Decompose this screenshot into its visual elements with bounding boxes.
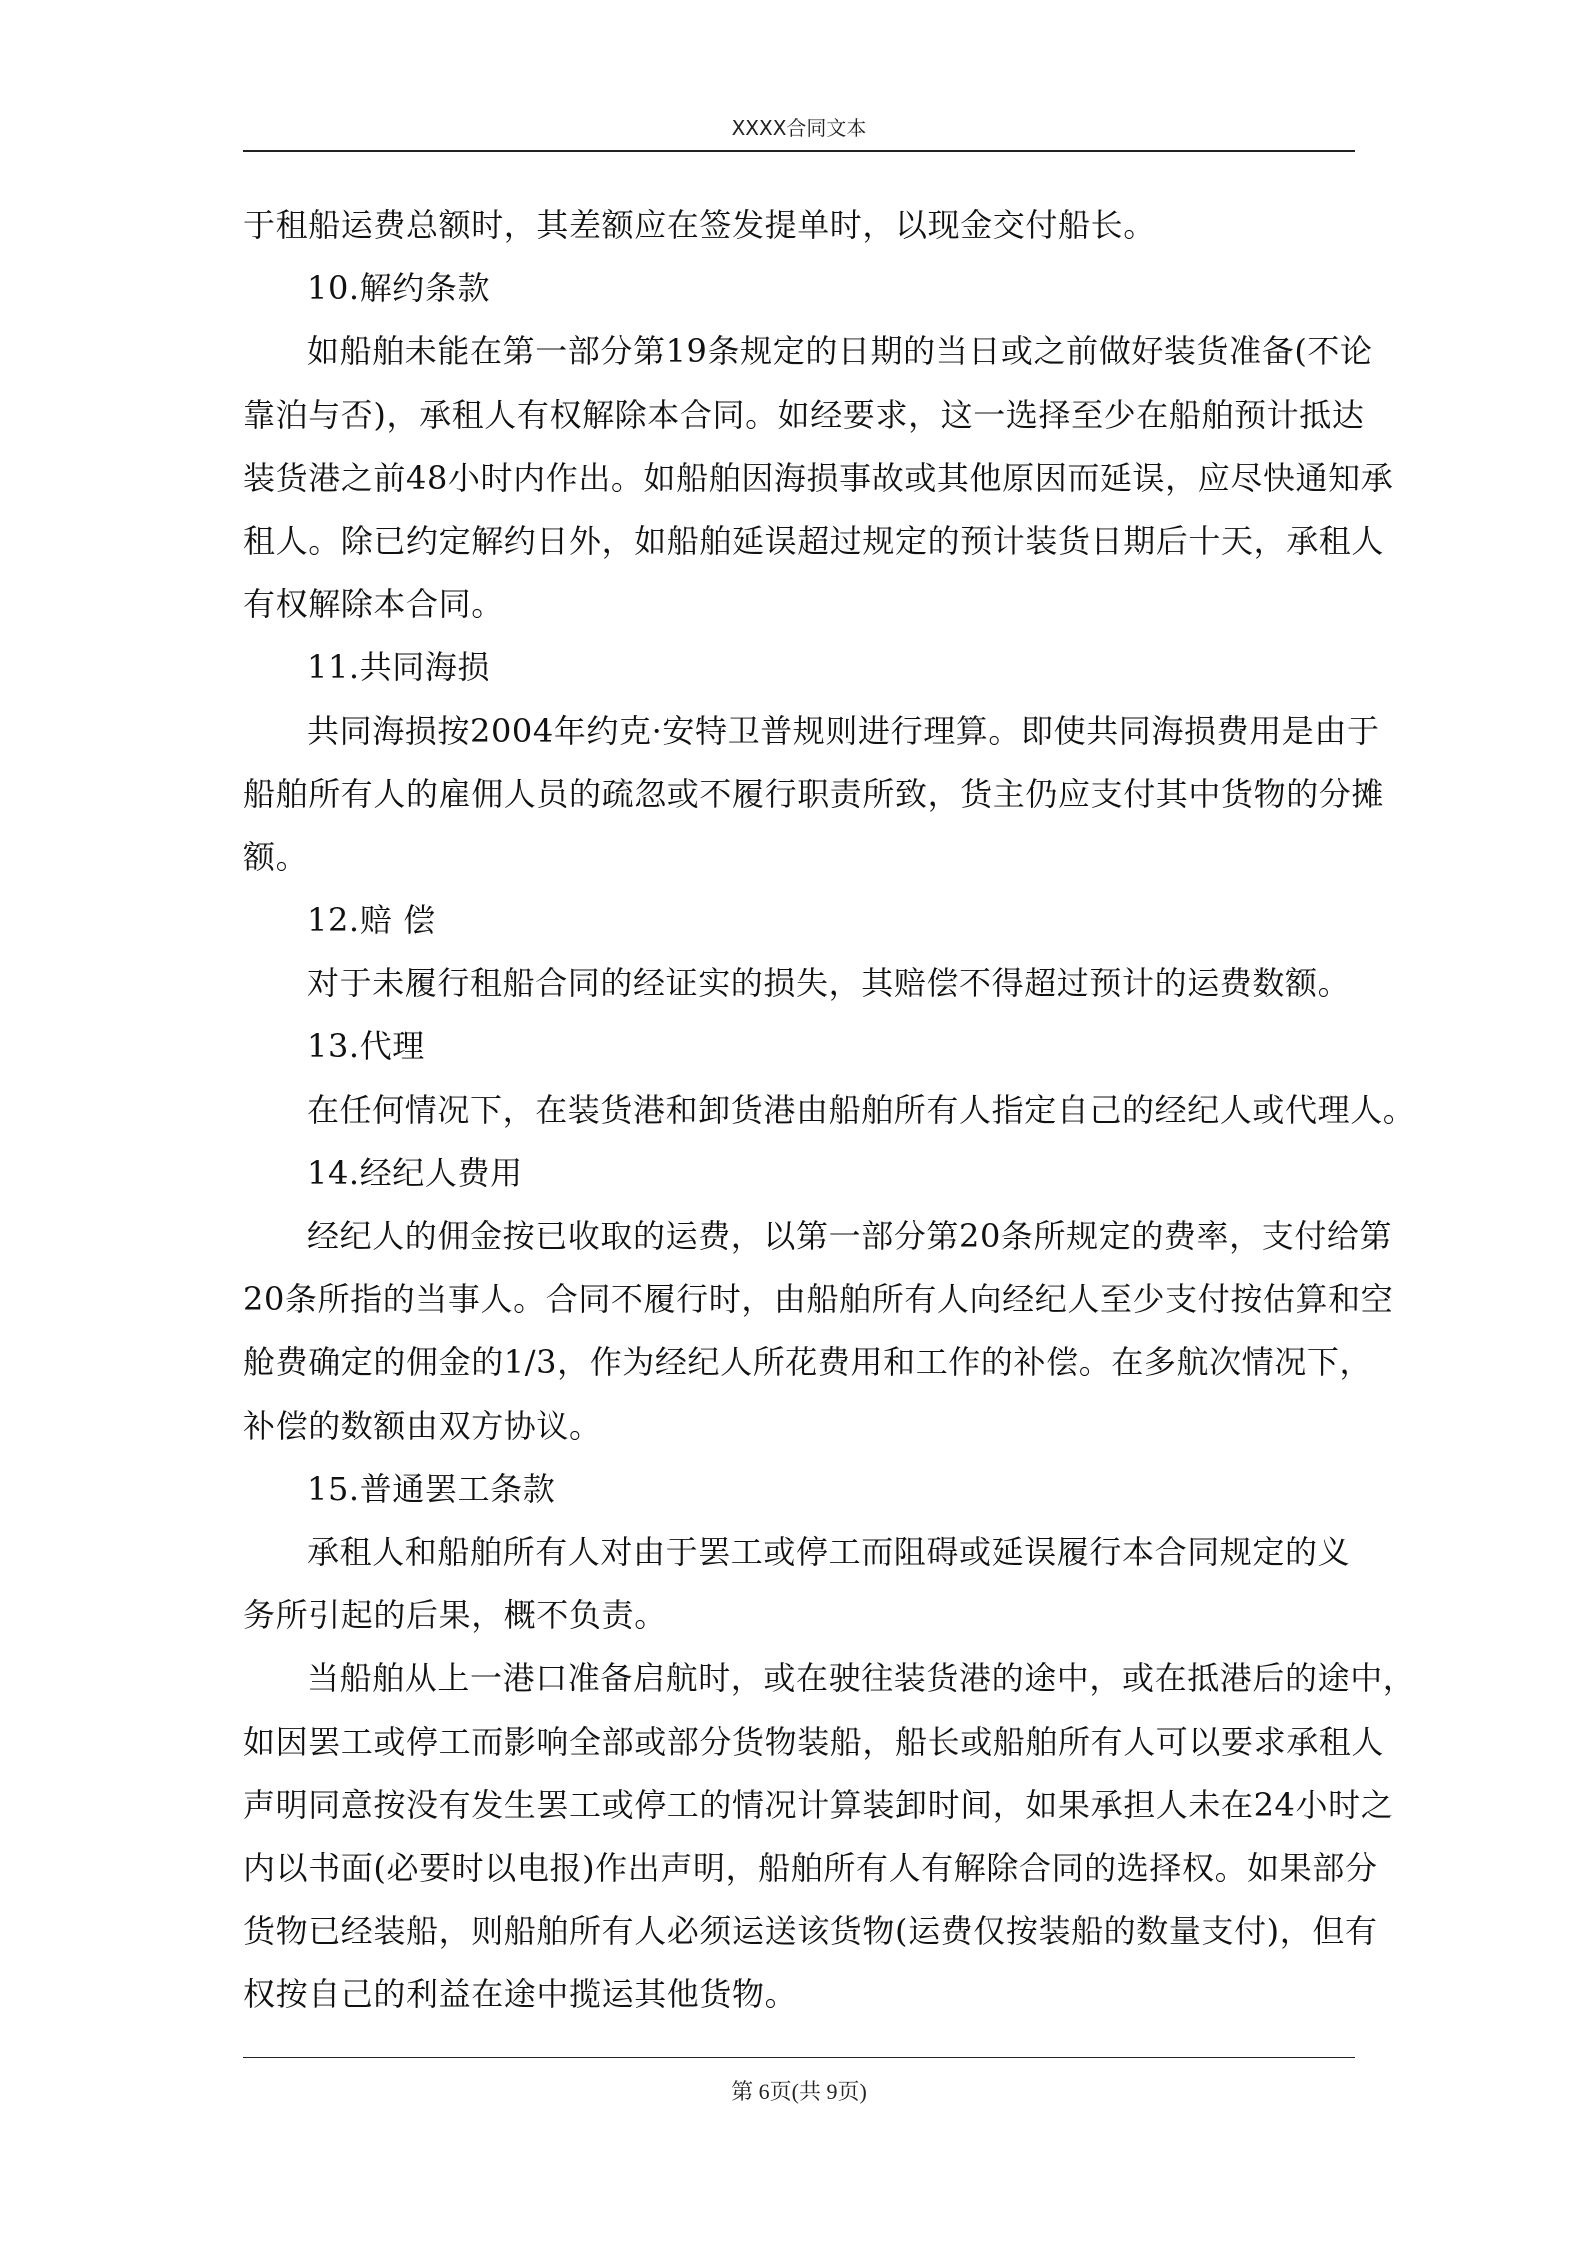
body-line: 租人。除已约定解约日外，如船舶延误超过规定的预计装货日期后十天，承租人 (243, 521, 1385, 560)
body-line: 货物已经装船，则船舶所有人必须运送该货物(运费仅按装船的数量支付)，但有 (243, 1912, 1378, 1951)
body-line: 权按自己的利益在途中揽运其他货物。 (243, 1975, 798, 2014)
body-line: 对于未履行租船合同的经证实的损失，其赔偿不得超过预计的运费数额。 (307, 964, 1351, 1003)
section-heading: 11.共同海损 (307, 648, 491, 687)
body-line: 当船舶从上一港口准备启航时，或在驶往装货港的途中，或在抵港后的途中， (307, 1659, 1416, 1698)
body-line: 内以书面(必要时以电报)作出声明，船舶所有人有解除合同的选择权。如果部分 (243, 1848, 1378, 1887)
section-heading: 13.代理 (307, 1027, 425, 1066)
body-line: 在任何情况下，在装货港和卸货港由船舶所有人指定自己的经纪人或代理人。 (307, 1090, 1416, 1129)
body-line: 务所引起的后果，概不负责。 (243, 1596, 667, 1635)
body-line: 于租船运费总额时，其差额应在签发提单时，以现金交付船长。 (243, 206, 1156, 244)
body-line: 经纪人的佣金按已收取的运费，以第一部分第20条所规定的费率，支付给第 (307, 1217, 1393, 1255)
body-line: 共同海损按2004年约克·安特卫普规则进行理算。即使共同海损费用是由于 (307, 711, 1380, 750)
body-line: 如因罢工或停工而影响全部或部分货物装船，船长或船舶所有人可以要求承租人 (243, 1722, 1385, 1761)
body-line: 20条所指的当事人。合同不履行时，由船舶所有人向经纪人至少支付按估算和空 (243, 1280, 1394, 1319)
body-line: 船舶所有人的雇佣人员的疏忽或不履行职责所致，货主仍应支付其中货物的分摊 (243, 774, 1385, 813)
body-line: 额。 (243, 837, 309, 876)
body-line: 舱费确定的佣金的1/3，作为经纪人所花费用和工作的补偿。在多航次情况下， (243, 1343, 1373, 1382)
section-heading: 14.经纪人费用 (307, 1153, 523, 1192)
document-body (243, 194, 1416, 2026)
header-title: XXXX合同文本 (731, 116, 867, 140)
body-line: 补偿的数额由双方协议。 (243, 1406, 602, 1445)
body-line: 声明同意按没有发生罢工或停工的情况计算装卸时间，如果承担人未在24小时之 (243, 1785, 1394, 1824)
body-line: 如船舶未能在第一部分第19条规定的日期的当日或之前做好装货准备(不论 (307, 332, 1373, 371)
section-heading: 15.普通罢工条款 (307, 1469, 556, 1508)
body-line: 靠泊与否)，承租人有权解除本合同。如经要求，这一选择至少在船舶预计抵达 (243, 395, 1365, 434)
body-line: 有权解除本合同。 (243, 585, 504, 624)
body-line: 承租人和船舶所有人对由于罢工或停工而阻碍或延误履行本合同规定的义 (307, 1532, 1351, 1571)
section-heading: 10.解约条款 (307, 269, 491, 308)
page-header (243, 113, 1355, 152)
page-footer (243, 2057, 1355, 2106)
body-line: 装货港之前48小时内作出。如船舶因海损事故或其他原因而延误，应尽快通知承 (243, 458, 1394, 497)
page-number: 第 6页(共 9页) (731, 2079, 867, 2104)
section-heading: 12.赔 偿 (307, 901, 436, 940)
